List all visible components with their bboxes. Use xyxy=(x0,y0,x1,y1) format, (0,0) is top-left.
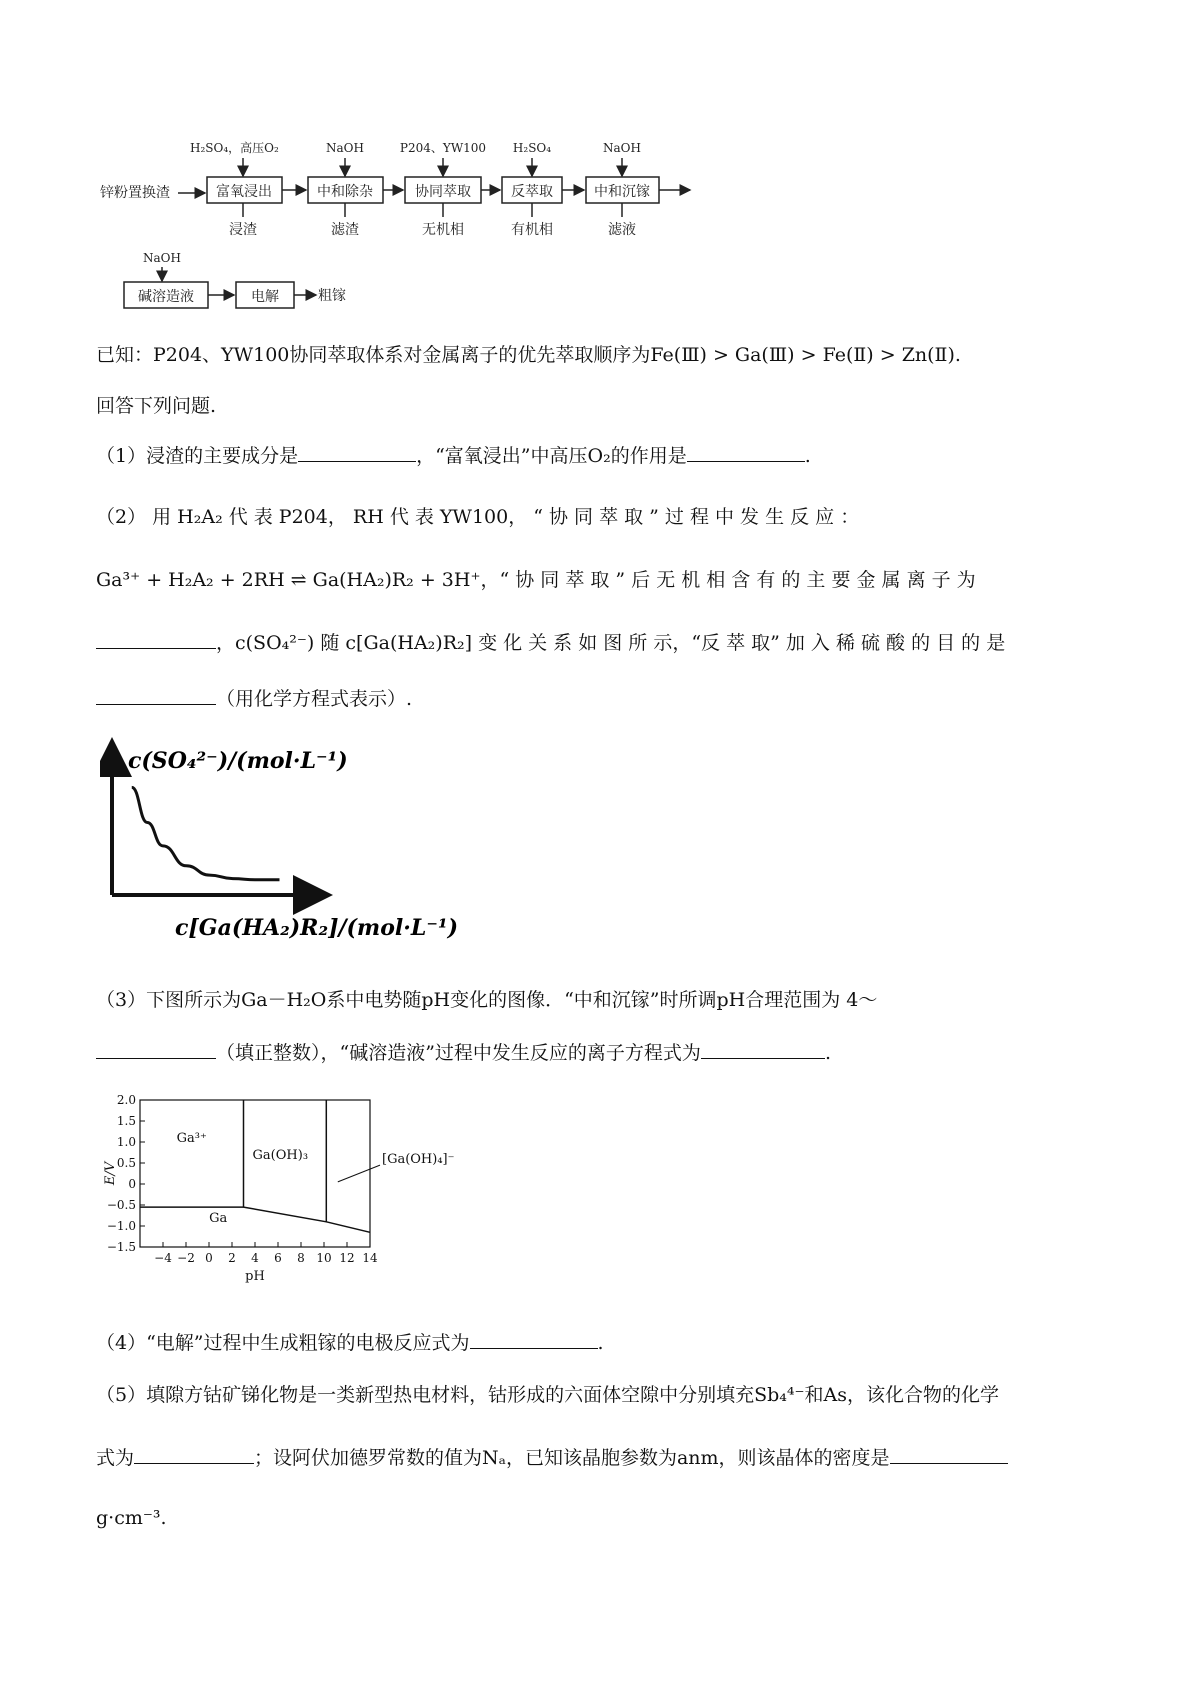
q2-line3 xyxy=(96,630,1005,655)
x-tick-label: 14 xyxy=(362,1251,378,1265)
q4-part-b: . xyxy=(597,1332,604,1354)
sulfate-concentration-chart xyxy=(100,735,460,950)
known-end: . xyxy=(954,344,961,366)
question-1 xyxy=(96,443,811,468)
flow-reagent-1: H₂SO₄，高压O₂ xyxy=(190,141,279,155)
region-label: Ga(OH)₃ xyxy=(252,1147,309,1163)
x-tick-label: 6 xyxy=(274,1251,282,1265)
answer-blank-8[interactable] xyxy=(134,1445,254,1464)
y-tick-label: −1.5 xyxy=(106,1240,136,1254)
known-statement xyxy=(96,343,961,367)
q5-line2-b: ；设阿伏加德罗常数的值为Nₐ，已知该晶胞参数为anm，则该晶体的密度是 xyxy=(254,1447,890,1469)
known-prefix: 已知：P204、YW100协同萃取体系对金属离子的优先萃取顺序为 xyxy=(96,344,651,366)
x-tick-label: 4 xyxy=(251,1251,259,1265)
y-tick-label: 0 xyxy=(128,1177,136,1191)
y-tick-label: −0.5 xyxy=(106,1198,136,1212)
flow-input-label: 锌粉置换渣 xyxy=(100,185,170,201)
y-tick-label: 0.5 xyxy=(116,1156,136,1170)
q2-line4-text: （用化学方程式表示）. xyxy=(216,688,413,710)
phase-boundary xyxy=(244,1207,371,1232)
x-tick-label: 8 xyxy=(297,1251,305,1265)
x-axis-label: pH xyxy=(245,1269,265,1284)
flow-row2-box1: 碱溶造液 xyxy=(138,289,194,305)
y-axis-label: E/V xyxy=(103,1161,118,1186)
q5-line2-a: 式为 xyxy=(96,1447,135,1469)
q3-line1: （3）下图所示为Ga－H₂O系中电势随pH变化的图像．“中和沉镓”时所调pH合理范围为 4～ xyxy=(96,989,878,1011)
answer-blank-5[interactable] xyxy=(96,1040,216,1059)
q4-part-a: （4）“电解”过程中生成粗镓的电极反应式为 xyxy=(96,1332,470,1354)
q5-line3: g·cm⁻³. xyxy=(96,1507,167,1529)
x-tick-label: 10 xyxy=(316,1251,332,1265)
q2-line2-rest: ，“ 协 同 萃 取 ” 后 无 机 相 含 有 的 主 要 金 属 离 子 为 xyxy=(480,569,976,591)
flow-reagent-4: H₂SO₄ xyxy=(512,141,552,155)
q1-part-c: . xyxy=(804,445,811,467)
answer-blank-6[interactable] xyxy=(701,1040,825,1059)
x-tick-label: 0 xyxy=(205,1251,213,1265)
flow-reagent-2: NaOH xyxy=(326,141,364,155)
flow-reagent-5: NaOH xyxy=(603,141,641,155)
q1-part-a: （1）浸渣的主要成分是 xyxy=(96,445,299,467)
flow-output-1: 浸渣 xyxy=(229,222,257,238)
answer-blank-2[interactable] xyxy=(687,443,805,462)
flow-row2-box2: 电解 xyxy=(251,289,279,305)
q3-line2-end: . xyxy=(824,1042,831,1064)
x-tick-label: −4 xyxy=(154,1251,172,1265)
q5-line2 xyxy=(96,1445,1008,1470)
sulfate-curve xyxy=(132,787,280,879)
flow-output-5: 滤液 xyxy=(608,222,636,238)
instruction: 回答下列问题. xyxy=(96,395,217,417)
flow-row2-product: 粗镓 xyxy=(318,288,346,304)
y-tick-label: 1.5 xyxy=(116,1114,136,1128)
flow-step-4: 反萃取 xyxy=(511,184,553,200)
plot-frame xyxy=(140,1100,370,1247)
q2-line1: （2） 用 H₂A₂ 代 表 P204， RH 代 表 YW100， “ 协 同 萃 取 ” 过 程 中 发 生 反 应 ： xyxy=(96,506,860,528)
answer-blank-7[interactable] xyxy=(470,1330,598,1349)
question-4 xyxy=(96,1330,604,1355)
q2-line2 xyxy=(96,568,976,592)
region-label: Ga³⁺ xyxy=(176,1131,207,1146)
x-tick-label: 2 xyxy=(228,1251,236,1265)
reaction-equation: Ga³⁺ + H₂A₂ + 2RH ⇌ Ga(HA₂)R₂ + 3H⁺ xyxy=(96,569,481,591)
y-tick-label: −1.0 xyxy=(106,1219,136,1233)
x-tick-label: −2 xyxy=(177,1251,195,1265)
curve-x-label: c[Ga(HA₂)R₂]/(mol·L⁻¹) xyxy=(175,915,459,941)
flow-output-3: 无机相 xyxy=(422,222,464,238)
flow-step-2: 中和除杂 xyxy=(317,184,373,200)
extraction-order: Fe(Ⅲ) > Ga(Ⅲ) > Fe(Ⅱ) > Zn(Ⅱ) xyxy=(650,344,955,366)
answer-blank-1[interactable] xyxy=(298,443,416,462)
y-tick-label: 1.0 xyxy=(116,1135,136,1149)
flow-row2-reagent: NaOH xyxy=(143,251,181,265)
flow-reagent-3: P204、YW100 xyxy=(399,141,487,155)
flow-step-3: 协同萃取 xyxy=(415,184,471,200)
y-tick-label: 2.0 xyxy=(116,1093,136,1107)
region-label: Ga xyxy=(209,1210,228,1226)
flow-output-4: 有机相 xyxy=(511,222,553,238)
q1-part-b: ，“富氧浸出”中高压O₂的作用是 xyxy=(416,445,687,467)
q3-line2-mid: （填正整数），“碱溶造液”过程中发生反应的离子方程式为 xyxy=(216,1042,701,1064)
region-label: [Ga(OH)₄]⁻ xyxy=(382,1152,455,1167)
answer-blank-4[interactable] xyxy=(96,686,216,705)
answer-blank-3[interactable] xyxy=(96,630,216,649)
flow-step-1: 富氧浸出 xyxy=(216,184,272,200)
q2-line4 xyxy=(96,686,412,711)
flow-output-2: 滤渣 xyxy=(331,222,359,238)
e-ph-diagram xyxy=(100,1085,480,1300)
x-tick-label: 12 xyxy=(339,1251,355,1265)
q5-line1: （5）填隙方钴矿锑化物是一类新型热电材料，钴形成的六面体空隙中分别填充Sb₄⁴⁻和As，该化合物的化学 xyxy=(96,1384,1000,1406)
curve-y-label: c(SO₄²⁻)/(mol·L⁻¹) xyxy=(128,748,348,774)
process-flowchart xyxy=(0,0,1200,310)
answer-blank-9[interactable] xyxy=(890,1445,1008,1464)
q2-line3-text: ，c(SO₄²⁻) 随 c[Ga(HA₂)R₂] 变 化 关 系 如 图 所 示，“反 萃 取” 加 入 稀 硫 酸 的 目 的 是 xyxy=(216,632,1006,654)
q3-line2 xyxy=(96,1040,831,1065)
flow-step-5: 中和沉镓 xyxy=(594,184,650,200)
complex-label-pointer xyxy=(338,1165,380,1182)
